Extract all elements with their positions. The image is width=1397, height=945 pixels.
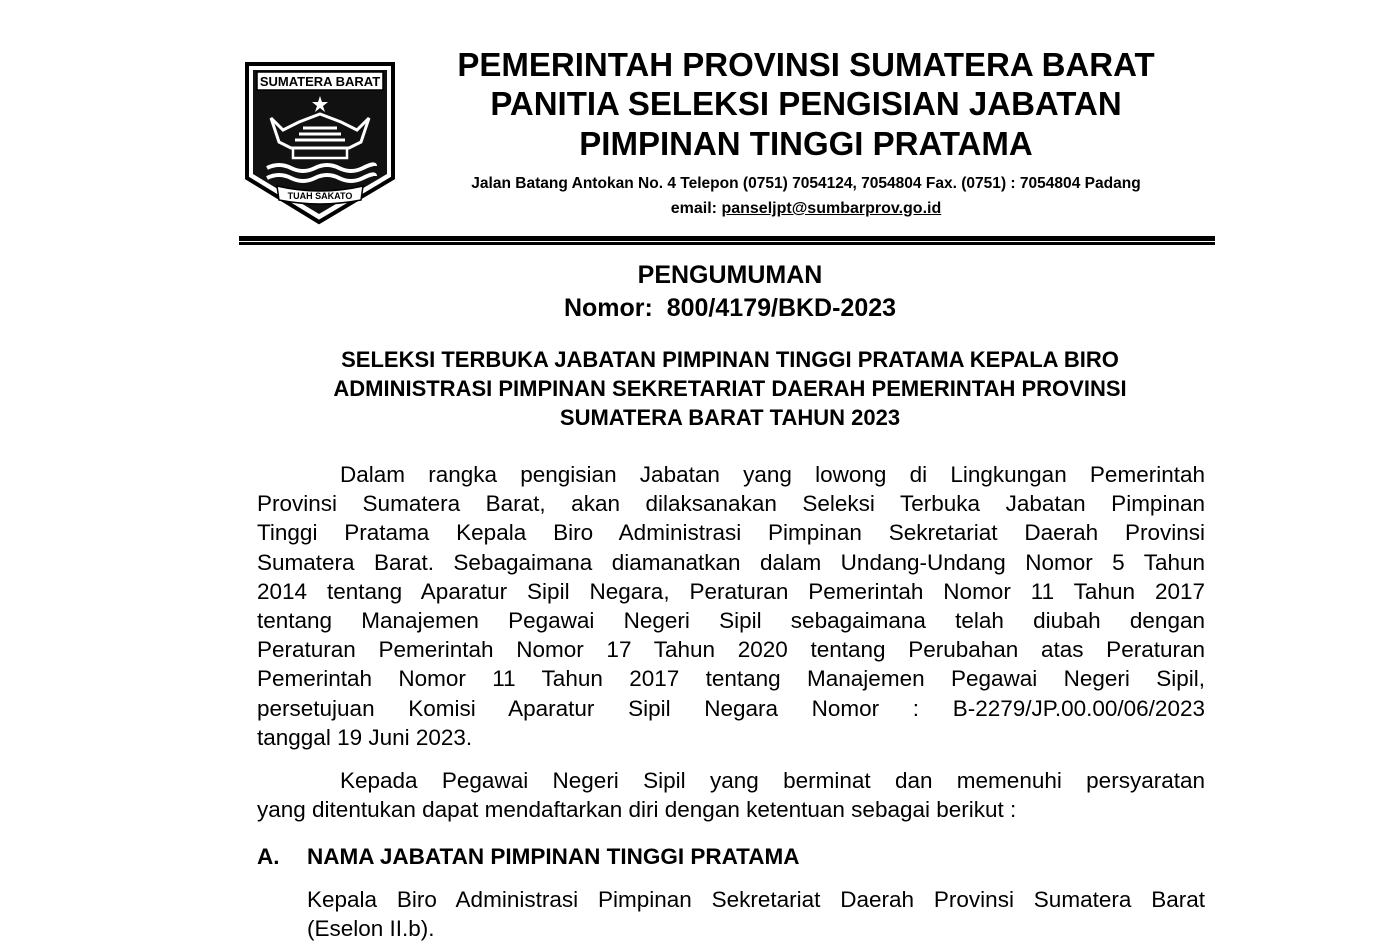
paragraph-line: tentang Manajemen Pegawai Negeri Sipil sebagaimana telah diubah dengan [257, 607, 1205, 633]
letterhead-title-line-3: PIMPINAN TINGGI PRATAMA [579, 125, 1033, 162]
sumatera-barat-coat-of-arms-icon [233, 58, 405, 226]
paragraph-line: Peraturan Pemerintah Nomor 17 Tahun 2020 tentang Perubahan atas Peraturan [257, 637, 1205, 663]
subject-line: ADMINISTRASI PIMPINAN SEKRETARIAT DAERAH PEMERINTAH PROVINSI [333, 376, 1127, 401]
province-logo [233, 58, 405, 226]
paragraph-line: Pemerintah Nomor 11 Tahun 2017 tentang Manajemen Pegawai Negeri Sipil, [257, 666, 1205, 692]
section-a-content [307, 885, 1205, 943]
paragraph-line: yang ditentukan dapat mendaftarkan diri dengan ketentuan sebagai berikut : [257, 797, 1017, 823]
invitation-paragraph [257, 766, 1205, 824]
paragraph-line: Kepada Pegawai Negeri Sipil yang berminat dan memenuhi persyaratan [340, 768, 1205, 793]
letterhead-email-line [400, 199, 1212, 219]
paragraph-line: Sumatera Barat. Sebagaimana diamanatkan dalam Undang-Undang Nomor 5 Tahun [257, 549, 1205, 575]
paragraph-line: Kepala Biro Administrasi Pimpinan Sekretariat Daerah Provinsi Sumatera Barat [307, 887, 1205, 912]
paragraph-line: tanggal 19 Juni 2023. [257, 724, 473, 750]
intro-paragraph [257, 460, 1205, 752]
letterhead-title-line-1: PEMERINTAH PROVINSI SUMATERA BARAT [457, 46, 1155, 83]
email-label: email: [670, 200, 722, 217]
email-link[interactable]: panseljpt@sumbarprov.go.id [721, 200, 942, 217]
paragraph-line: persetujuan Komisi Aparatur Sipil Negara Nomor : B-2279/JP.00.00/06/2023 [257, 695, 1205, 721]
letterhead-address: Jalan Batang Antokan No. 4 Telepon (0751) 7054124, 7054804 Fax. (0751) : 7054804 Padang [471, 175, 1141, 192]
announcement-subject [240, 345, 1220, 432]
subject-line: SUMATERA BARAT TAHUN 2023 [559, 405, 901, 430]
section-title: NAMA JABATAN PIMPINAN TINGGI PRATAMA [307, 844, 800, 869]
paragraph-line: Provinsi Sumatera Barat, akan dilaksanakan Seleksi Terbuka Jabatan Pimpinan [257, 491, 1205, 517]
announcement-number: Nomor: 800/4179/BKD-2023 [563, 294, 897, 322]
section-letter: A. [257, 844, 280, 869]
letterhead-title-line-2: PANITIA SELEKSI PENGISIAN JABATAN [490, 85, 1122, 122]
paragraph-line: (Eselon II.b). [307, 916, 435, 942]
letterhead-divider-thick [239, 236, 1215, 241]
paragraph-line: Tinggi Pratama Kepala Biro Administrasi Pimpinan Sekretariat Daerah Provinsi [257, 520, 1205, 546]
subject-line: SELEKSI TERBUKA JABATAN PIMPINAN TINGGI PRATAMA KEPALA BIRO [341, 347, 1119, 372]
section-a-heading [257, 842, 799, 871]
letterhead-divider-thin [239, 242, 1215, 245]
paragraph-line: 2014 tentang Aparatur Sipil Negara, Peraturan Pemerintah Nomor 11 Tahun 2017 [257, 578, 1205, 604]
svg-text:SUMATERA BARAT: SUMATERA BARAT [259, 74, 381, 89]
paragraph-line: Dalam rangka pengisian Jabatan yang lowong di Lingkungan Pemerintah [340, 462, 1205, 487]
svg-text:TUAH SAKATO: TUAH SAKATO [287, 191, 353, 201]
announcement-heading: PENGUMUMAN [637, 261, 823, 289]
